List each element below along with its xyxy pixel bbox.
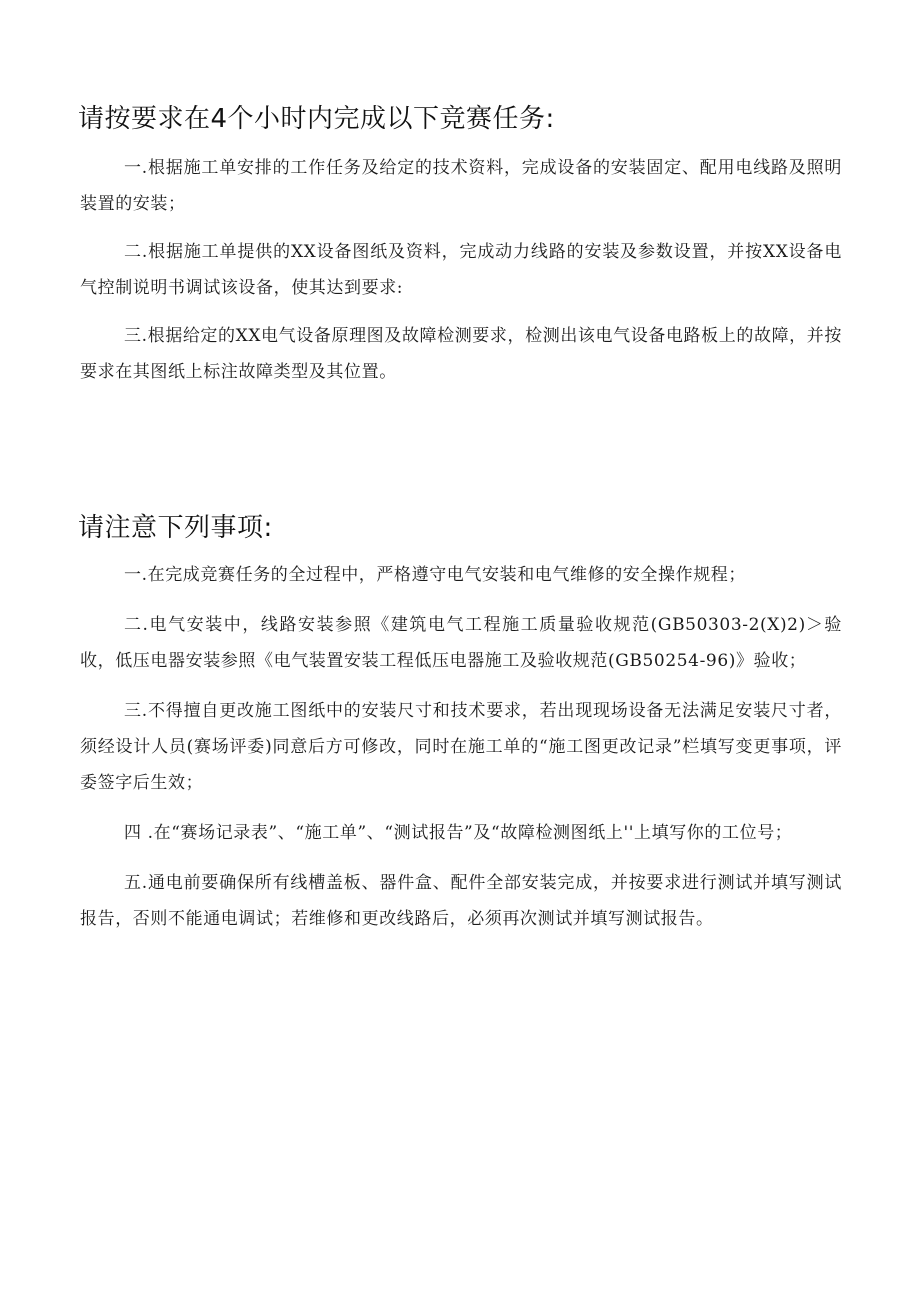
note-item-3: 三.不得擅自更改施工图纸中的安装尺寸和技术要求，若出现现场设备无法满足安装尺寸者，须经设计人员(赛场评委)同意后方可修改，同时在施工单的“施工图更改记录”栏填写变更事项，评委签字后生效； — [80, 701, 842, 793]
tasks-section — [80, 150, 842, 402]
tasks-heading: 请按要求在4个小时内完成以下竞赛任务: — [78, 104, 555, 134]
note-item-1: 一.在完成竞赛任务的全过程中，严格遵守电气安装和电气维修的安全操作规程； — [124, 565, 747, 585]
notes-heading: 请注意下列事项: — [78, 513, 273, 543]
task-item-2: 二.根据施工单提供的XX设备图纸及资料，完成动力线路的安装及参数设置，并按XX设备电气控制说明书调试该设备，使其达到要求: — [80, 242, 842, 298]
note-item-4: 四 .在“赛场记录表”、“施工单”、“测试报告”及“故障检测图纸上''上填写你的工位号； — [124, 823, 793, 843]
note-item-2: 二.电气安装中，线路安装参照《建筑电气工程施工质量验收规范(GB50303-2(X)2)＞验收，低压电器安装参照《电气装置安装工程低压电器施工及验收规范(GB50254-96)》验收； — [80, 615, 842, 671]
notes-section — [80, 557, 842, 951]
task-item-3: 三.根据给定的XX电气设备原理图及故障检测要求，检测出该电气设备电路板上的故障，并按要求在其图纸上标注故障类型及其位置。 — [80, 326, 842, 382]
note-item-5: 五.通电前要确保所有线槽盖板、器件盒、配件全部安装完成，并按要求进行测试并填写测试报告，否则不能通电调试；若维修和更改线路后，必须再次测试并填写测试报告。 — [80, 873, 842, 929]
task-item-1: 一.根据施工单安排的工作任务及给定的技术资料，完成设备的安装固定、配用电线路及照明装置的安装； — [80, 158, 842, 214]
